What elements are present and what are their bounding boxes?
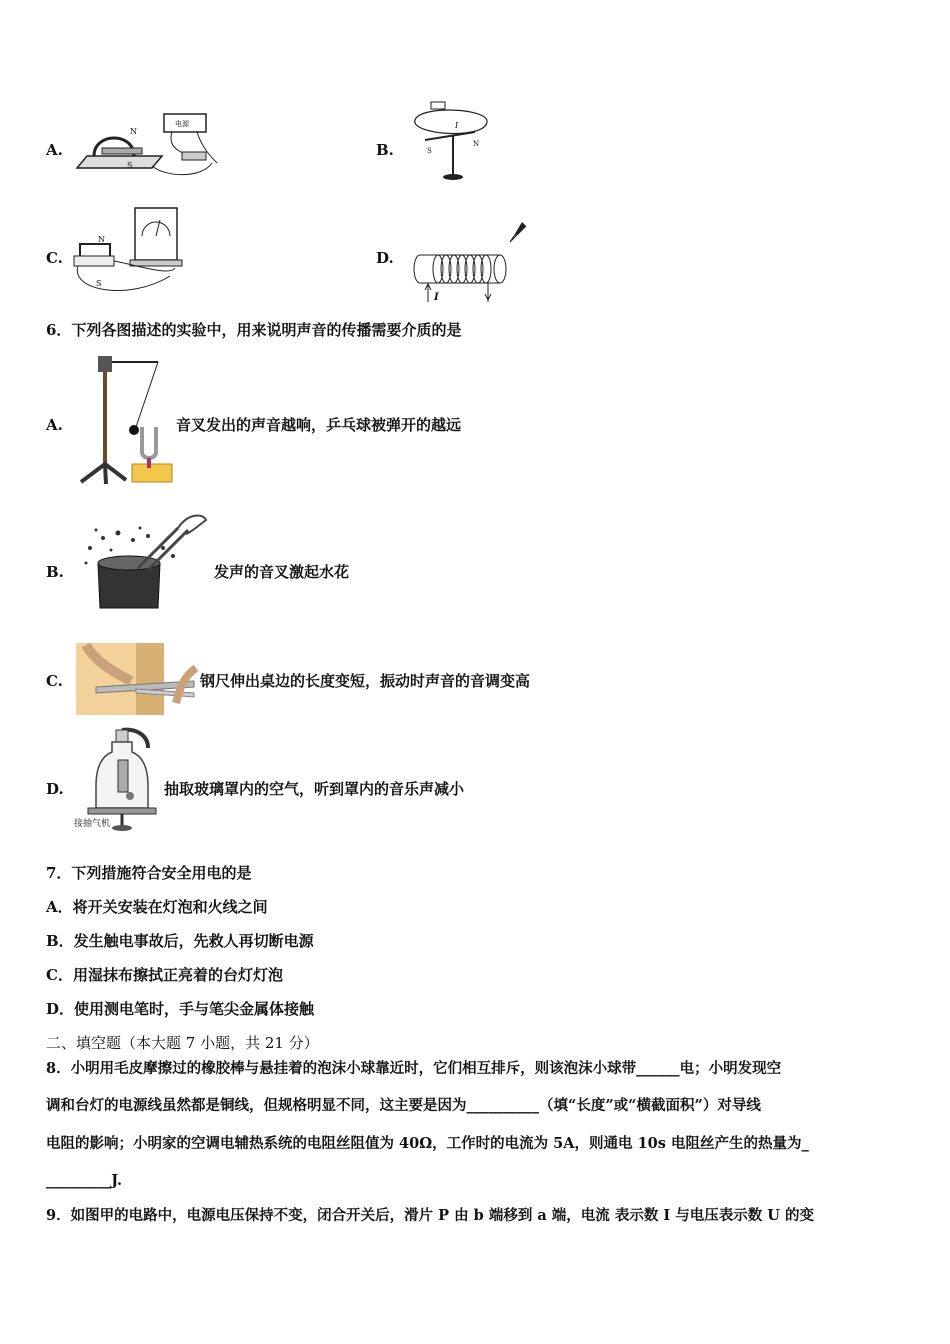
q6-option-c-label: C. — [46, 672, 63, 690]
current-i-label: I — [455, 121, 459, 130]
q6-option-c-text: 钢尺伸出桌边的长度变短，振动时声音的音调变高 — [200, 672, 531, 690]
needle-s-label: S — [427, 147, 432, 155]
magnet-n-label: N — [130, 127, 137, 136]
power-supply-label: 电源 — [175, 120, 189, 128]
q7-option-a: A．将开关安装在灯泡和火线之间 — [46, 898, 268, 916]
q6-figure-c-steel-ruler — [76, 643, 200, 715]
q8-line-3: 电阻的影响；小明家的空调电辅热系统的电阻丝阻值为 40Ω，工作时的电流为 5A，则通电 10s 电阻丝产生的热量为_ — [46, 1135, 809, 1152]
q6-figure-b-water-splash — [78, 508, 210, 613]
coil-current-label: I — [434, 292, 439, 303]
q5-option-d-label: D. — [376, 249, 394, 267]
section-2-heading: 二、填空题（本大题 7 小题，共 21 分） — [46, 1034, 319, 1052]
q8-line-1: 8．小明用毛皮摩擦过的橡胶棒与悬挂着的泡沫小球靠近时，它们相互排斥，则该泡沫小球带______电；小明发现空 — [46, 1060, 782, 1077]
magnet-s-label: S — [127, 161, 133, 170]
q6-option-b-text: 发声的音叉激起水花 — [214, 563, 350, 581]
q8-line-4: _________J. — [46, 1172, 123, 1189]
q5-option-b-label: B. — [376, 141, 394, 159]
q7-option-c: C．用湿抹布擦拭正亮着的台灯灯泡 — [46, 966, 283, 984]
magnet-c-n-label: N — [98, 235, 105, 244]
q6-option-a-label: A. — [46, 416, 63, 434]
q6-figure-d-bell-jar — [74, 726, 166, 834]
q8-line-2: 调和台灯的电源线虽然都是铜线，但规格明显不同，这主要是因为__________（填“长度”或“横截面积”）对导线 — [46, 1097, 761, 1114]
q7-option-d: D．使用测电笔时，手与笔尖金属体接触 — [46, 1000, 315, 1018]
needle-n-label: N — [473, 140, 480, 148]
q7-stem: 7．下列措施符合安全用电的是 — [46, 864, 252, 882]
q6-option-d-label: D. — [46, 780, 64, 798]
q6-option-a-text: 音叉发出的声音越响，乒乓球被弹开的越远 — [176, 416, 462, 434]
q5-figure-b — [405, 100, 495, 185]
q6-stem: 6．下列各图描述的实验中，用来说明声音的传播需要介质的是 — [46, 321, 462, 339]
vacuum-pump-label: 接抽气机 — [74, 818, 111, 828]
q9-line-1: 9．如图甲的电路中，电源电压保持不变，闭合开关后，滑片 P 由 b 端移到 a 端，电流 表示数 I 与电压表示数 U 的变 — [46, 1207, 814, 1224]
q6-option-b-label: B. — [46, 563, 64, 581]
q5-option-a-label: A. — [46, 141, 63, 159]
q6-option-d-text: 抽取玻璃罩内的空气，听到罩内的音乐声减小 — [164, 780, 465, 798]
q5-figure-c — [70, 206, 185, 301]
q5-option-c-label: C. — [46, 249, 63, 267]
q5-figure-d — [410, 214, 535, 306]
magnet-c-s-label: S — [96, 279, 102, 288]
q6-figure-a-tuning-fork — [76, 352, 176, 487]
q5-figure-a — [72, 108, 222, 180]
q7-option-b: B．发生触电事故后，先救人再切断电源 — [46, 932, 314, 950]
